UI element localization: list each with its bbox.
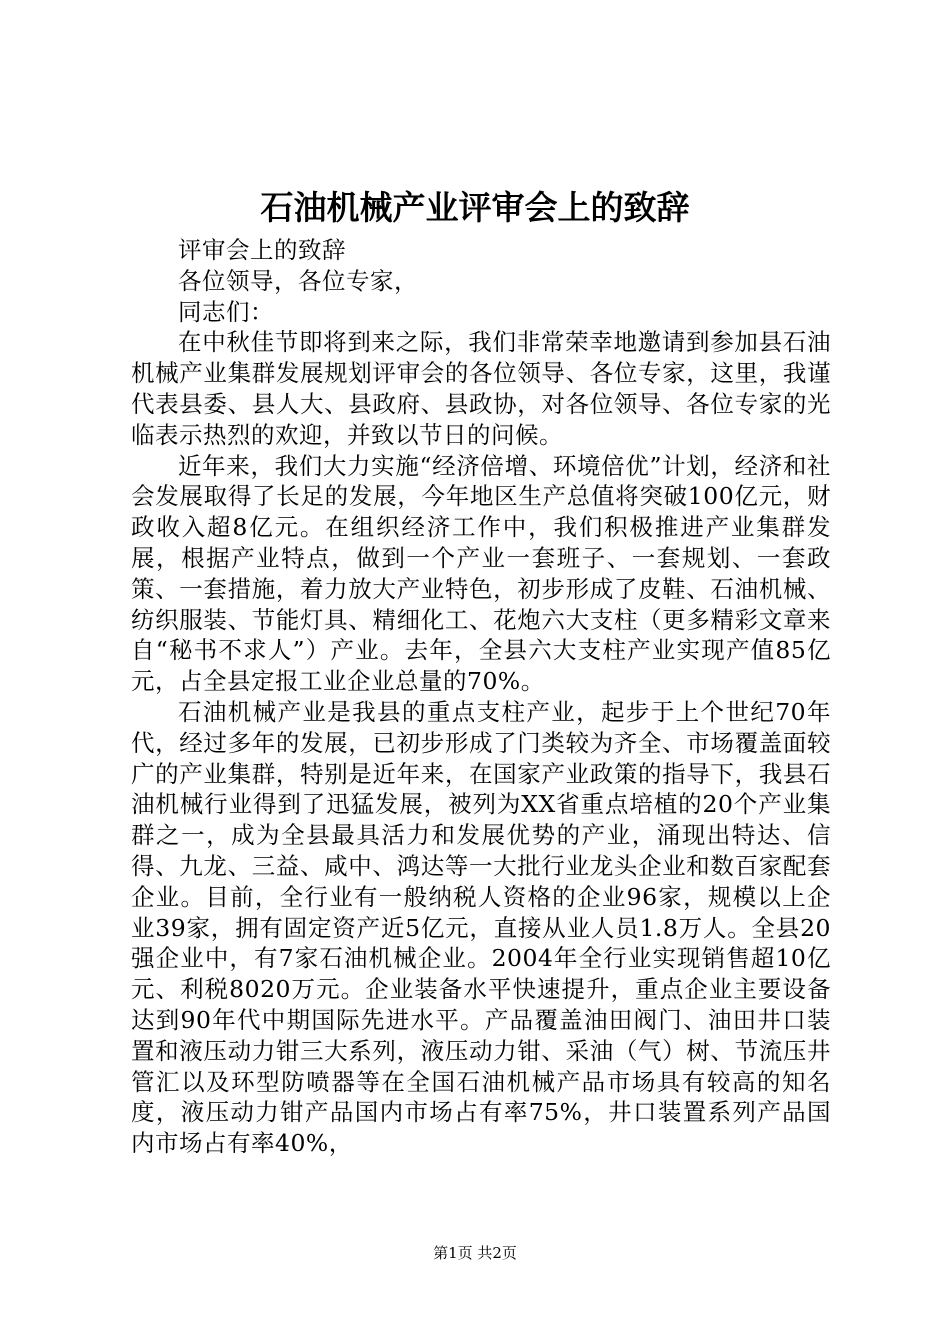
page-number-footer: 第1页 共2页 [433, 1244, 517, 1262]
document-body [131, 235, 831, 1159]
salutation-comrades: 同志们： [178, 297, 274, 326]
paragraph-petroleum-industry: 石油机械产业是我县的重点支柱产业，起步于上个世纪70年代，经过多年的发展，已初步形成了门类较为齐全、市场覆盖面较广的产业集群，特别是近年来，在国家产业政策的指导下，我县石油机械行业得到了迅猛发展，被列为XX省重点培植的20个产业集群之一，成为全县最具活力和发展优势的产业，涌现出特达、信得、九龙、三益、咸中、鸿达等一大批行业龙头企业和数百家配套企业。目前，全行业有一般纳税人资格的企业96家，规模以上企业39家，拥有固定资产近5亿元，直接从业人员1.8万人。全县20强企业中，有7家石油机械企业。2004年全行业实现销售超10亿元、利税8020万元。企业装备水平快速提升，重点企业主要设备达到90年代中期国际先进水平。产品覆盖油田阀门、油田井口装置和液压动力钳三大系列，液压动力钳、采油（气）树、节流压井管汇以及环型防喷器等在全国石油机械产品市场具有较高的知名度，液压动力钳产品国内市场占有率75%，井口装置系列产品国内市场占有率40%， [131, 697, 831, 1158]
paragraph-economy: 近年来，我们大力实施“经济倍增、环境倍优”计划，经济和社会发展取得了长足的发展，今年地区生产总值将突破100亿元，财政收入超8亿元。在组织经济工作中，我们积极推进产业集群发展，根据产业特点，做到一个产业一套班子、一套规划、一套政策、一套措施，着力放大产业特色，初步形成了皮鞋、石油机械、纺织服装、节能灯具、精细化工、花炮六大支柱（更多精彩文章来自“秘书不求人”）产业。去年，全县六大支柱产业实现产值85亿元，占全县定报工业企业总量的70%。 [131, 451, 831, 696]
subtitle-line: 评审会上的致辞 [178, 236, 346, 264]
salutation-line: 各位领导，各位专家， [178, 266, 418, 295]
document-title: 石油机械产业评审会上的致辞 [260, 188, 690, 227]
paragraph-welcome: 在中秋佳节即将到来之际，我们非常荣幸地邀请到参加县石油机械产业集群发展规划评审会的各位领导、各位专家，这里，我谨代表县委、县人大、县政府、县政协，对各位领导、各位专家的光临表示热烈的欢迎，并致以节日的问候。 [131, 328, 831, 449]
